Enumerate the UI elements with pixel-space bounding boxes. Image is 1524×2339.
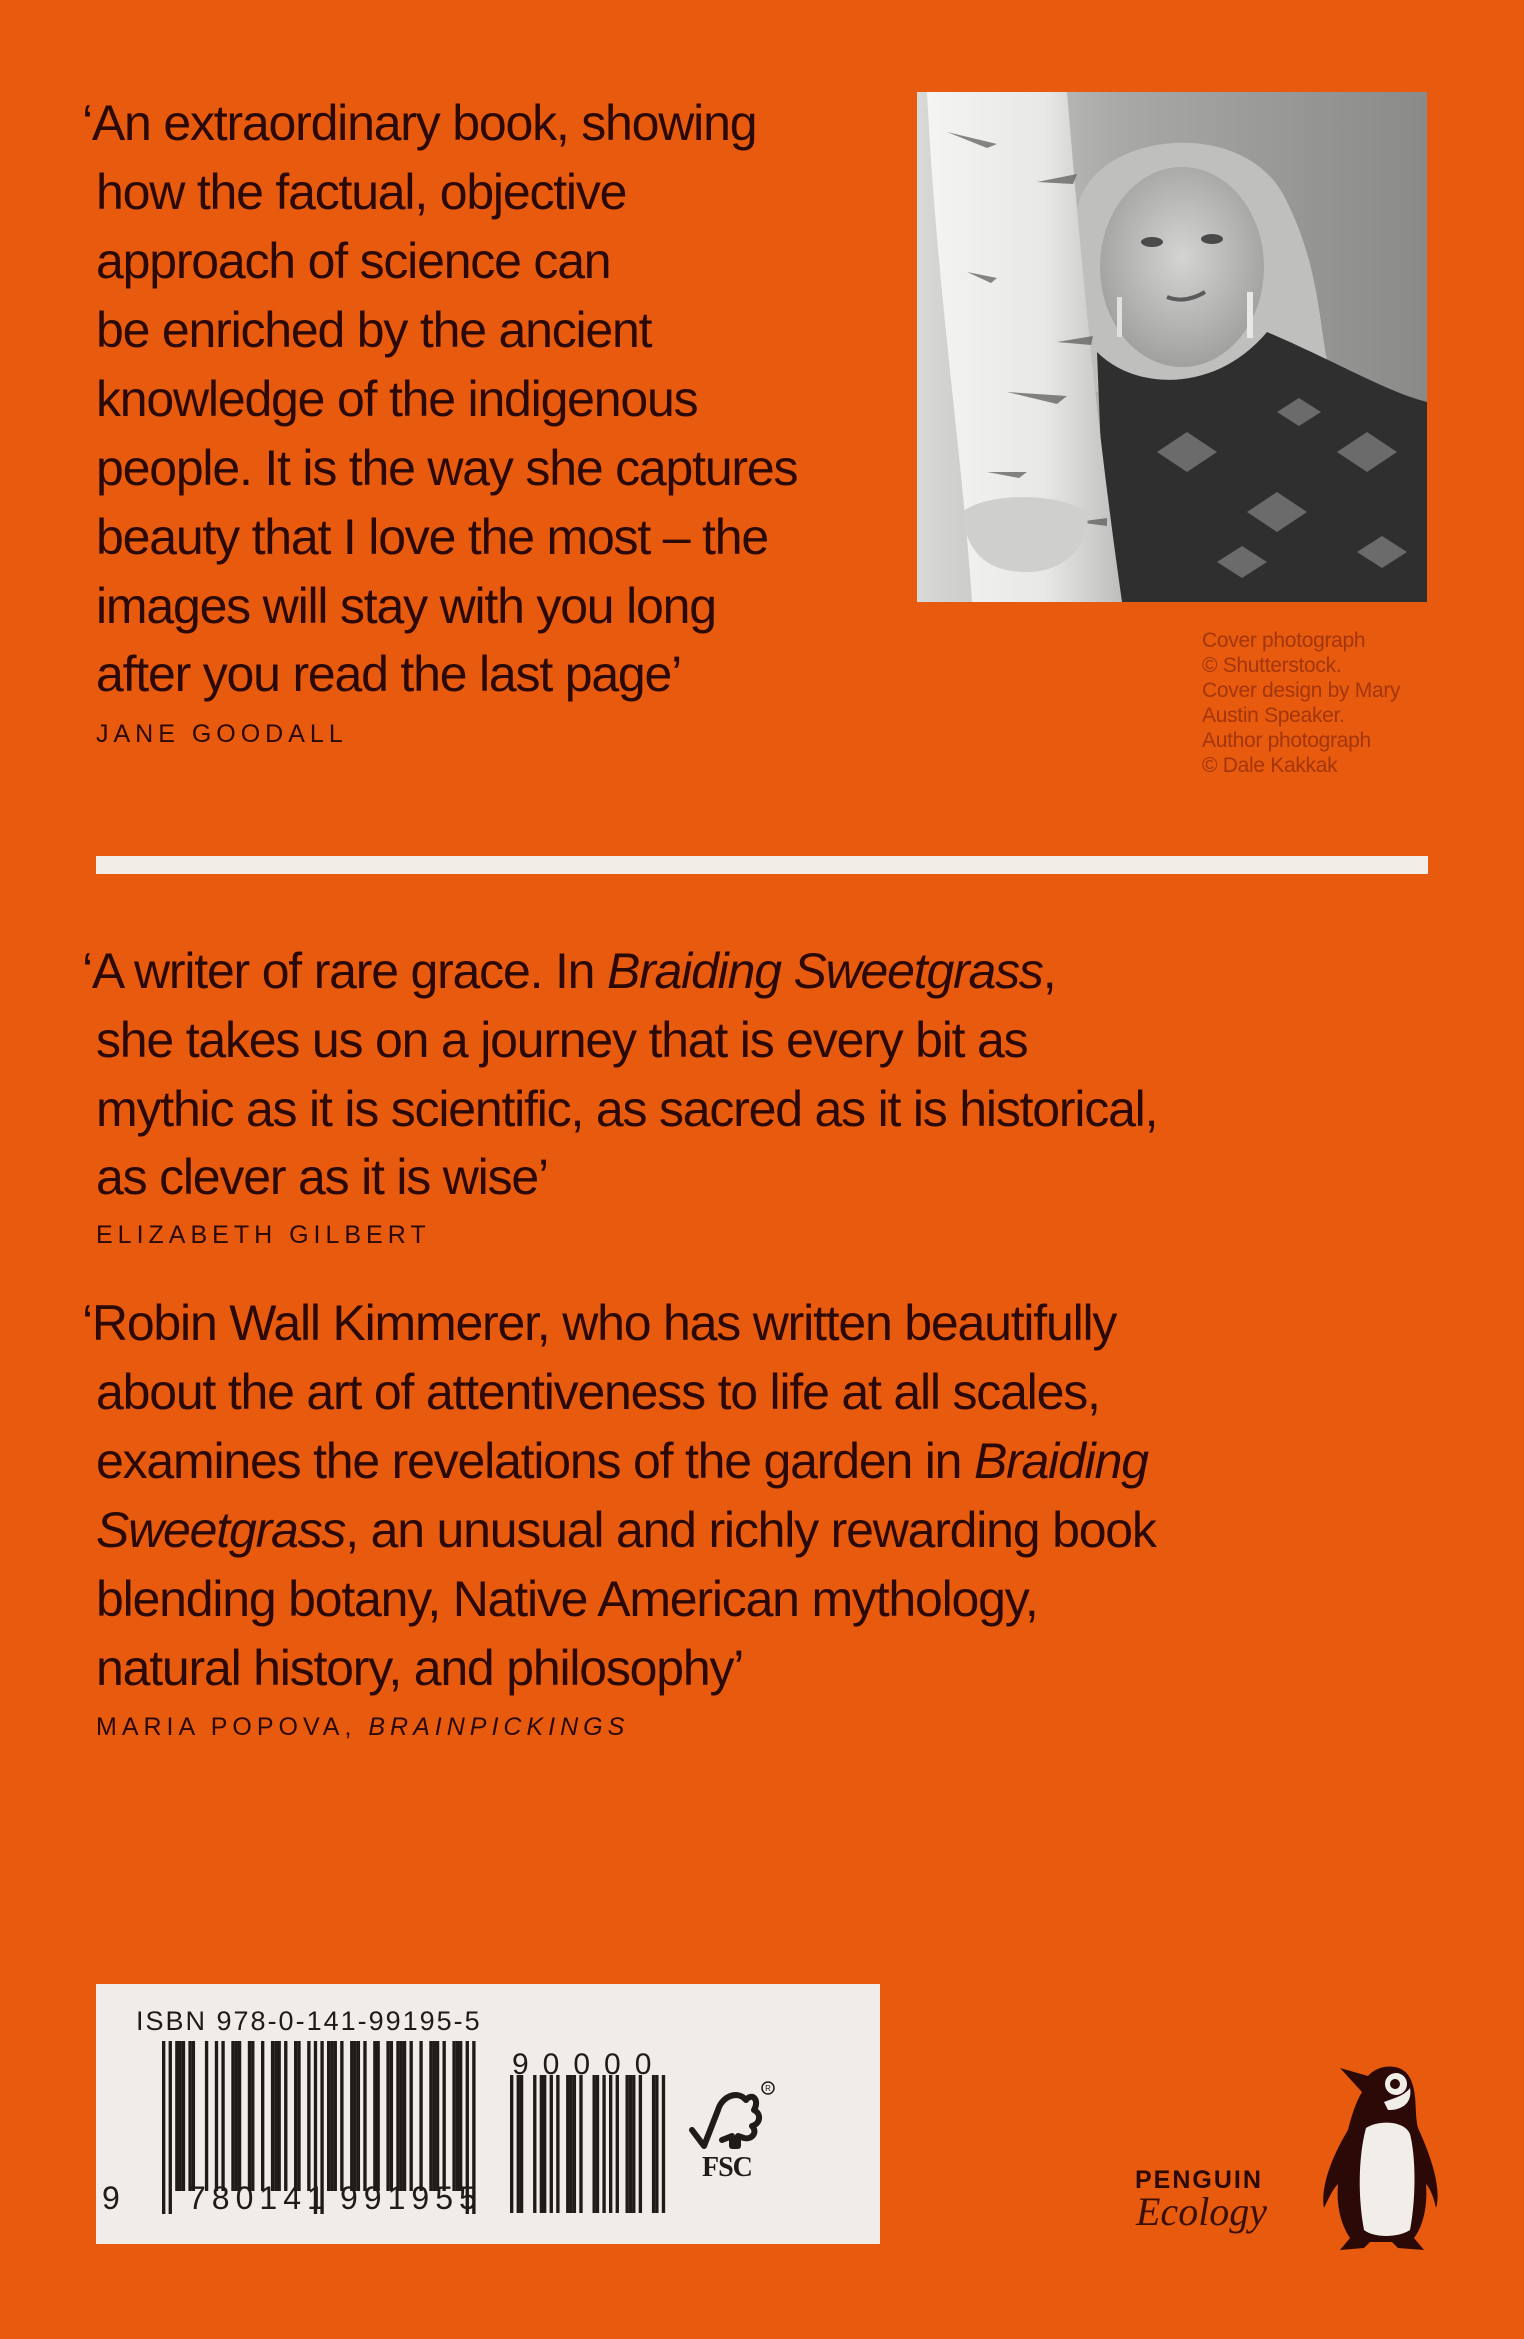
isbn-label: ISBN 978-0-141-99195-5 — [136, 2006, 482, 2036]
publication-name: BRAINPICKINGS — [368, 1713, 630, 1741]
ean-left-digits: 780141 — [188, 2180, 331, 2216]
quote-line: blending botany, Native American mythology, — [96, 1571, 1038, 1627]
quote-line: as clever as it is wise’ — [96, 1149, 548, 1205]
quote-line: ‘Robin Wall Kimmerer, who has written beautifully — [82, 1295, 1117, 1351]
photo-credits — [1202, 628, 1442, 778]
photo-credit-line: Austin Speaker. — [1202, 704, 1345, 727]
author-photo-image — [917, 92, 1427, 602]
barcode-panel — [96, 1984, 880, 2244]
quote-line: images will stay with you long — [96, 578, 716, 634]
series-name: Ecology — [1136, 2189, 1268, 2234]
addon-digits: 90000 — [512, 2048, 666, 2081]
quote-line: examines the revelations of the garden in Braiding — [96, 1433, 1148, 1489]
quote-line: ‘A writer of rare grace. In Braiding Sweetgrass, — [82, 943, 1056, 999]
quote-line: natural history, and philosophy’ — [96, 1640, 744, 1696]
photo-credit-line: Cover design by Mary — [1202, 679, 1401, 702]
photo-credit-line: © Shutterstock. — [1202, 654, 1342, 677]
quote-author: MARIA POPOVA, BRAINPICKINGS — [96, 1713, 630, 1741]
quote-line: Sweetgrass, an unusual and richly rewarding book — [96, 1502, 1156, 1558]
quote-author: JANE GOODALL — [96, 720, 348, 748]
quote-line: about the art of attentiveness to life at all scales, — [96, 1364, 1100, 1420]
book-title: Braiding Sweetgrass — [606, 943, 1043, 999]
fsc-registered-mark: R — [765, 2084, 771, 2093]
ean-right-digits: 991955 — [340, 2180, 483, 2216]
quote-line: approach of science can — [96, 233, 611, 289]
section-divider — [96, 856, 1428, 874]
book-title: Sweetgrass — [96, 1502, 346, 1558]
fsc-label: FSC — [702, 2152, 752, 2183]
quote-line: ‘An extraordinary book, showing — [82, 95, 757, 151]
photo-credit-line: © Dale Kakkak — [1202, 754, 1338, 777]
photo-credit-line: Author photograph — [1202, 729, 1371, 752]
quote-line: how the factual, objective — [96, 164, 627, 220]
ean-first-digit: 9 — [102, 2180, 126, 2216]
quote-line: after you read the last page’ — [96, 646, 682, 702]
quote-author: ELIZABETH GILBERT — [96, 1221, 431, 1249]
quote-line: people. It is the way she captures — [96, 440, 798, 496]
penguin-icon — [1318, 2058, 1444, 2254]
quote-line: mythic as it is scientific, as sacred as it is historical, — [96, 1081, 1158, 1137]
publisher-name: PENGUIN — [1135, 2166, 1263, 2194]
quote-line: she takes us on a journey that is every bit as — [96, 1012, 1028, 1068]
quote-line: be enriched by the ancient — [96, 302, 652, 358]
quote-line: beauty that I love the most – the — [96, 509, 768, 565]
penguin-logo — [1318, 2058, 1444, 2254]
book-title: Braiding — [973, 1433, 1148, 1489]
quote-line: knowledge of the indigenous — [96, 371, 698, 427]
photo-credit-line: Cover photograph — [1202, 629, 1366, 652]
fsc-logo — [688, 2080, 788, 2183]
author-photo — [917, 92, 1427, 602]
